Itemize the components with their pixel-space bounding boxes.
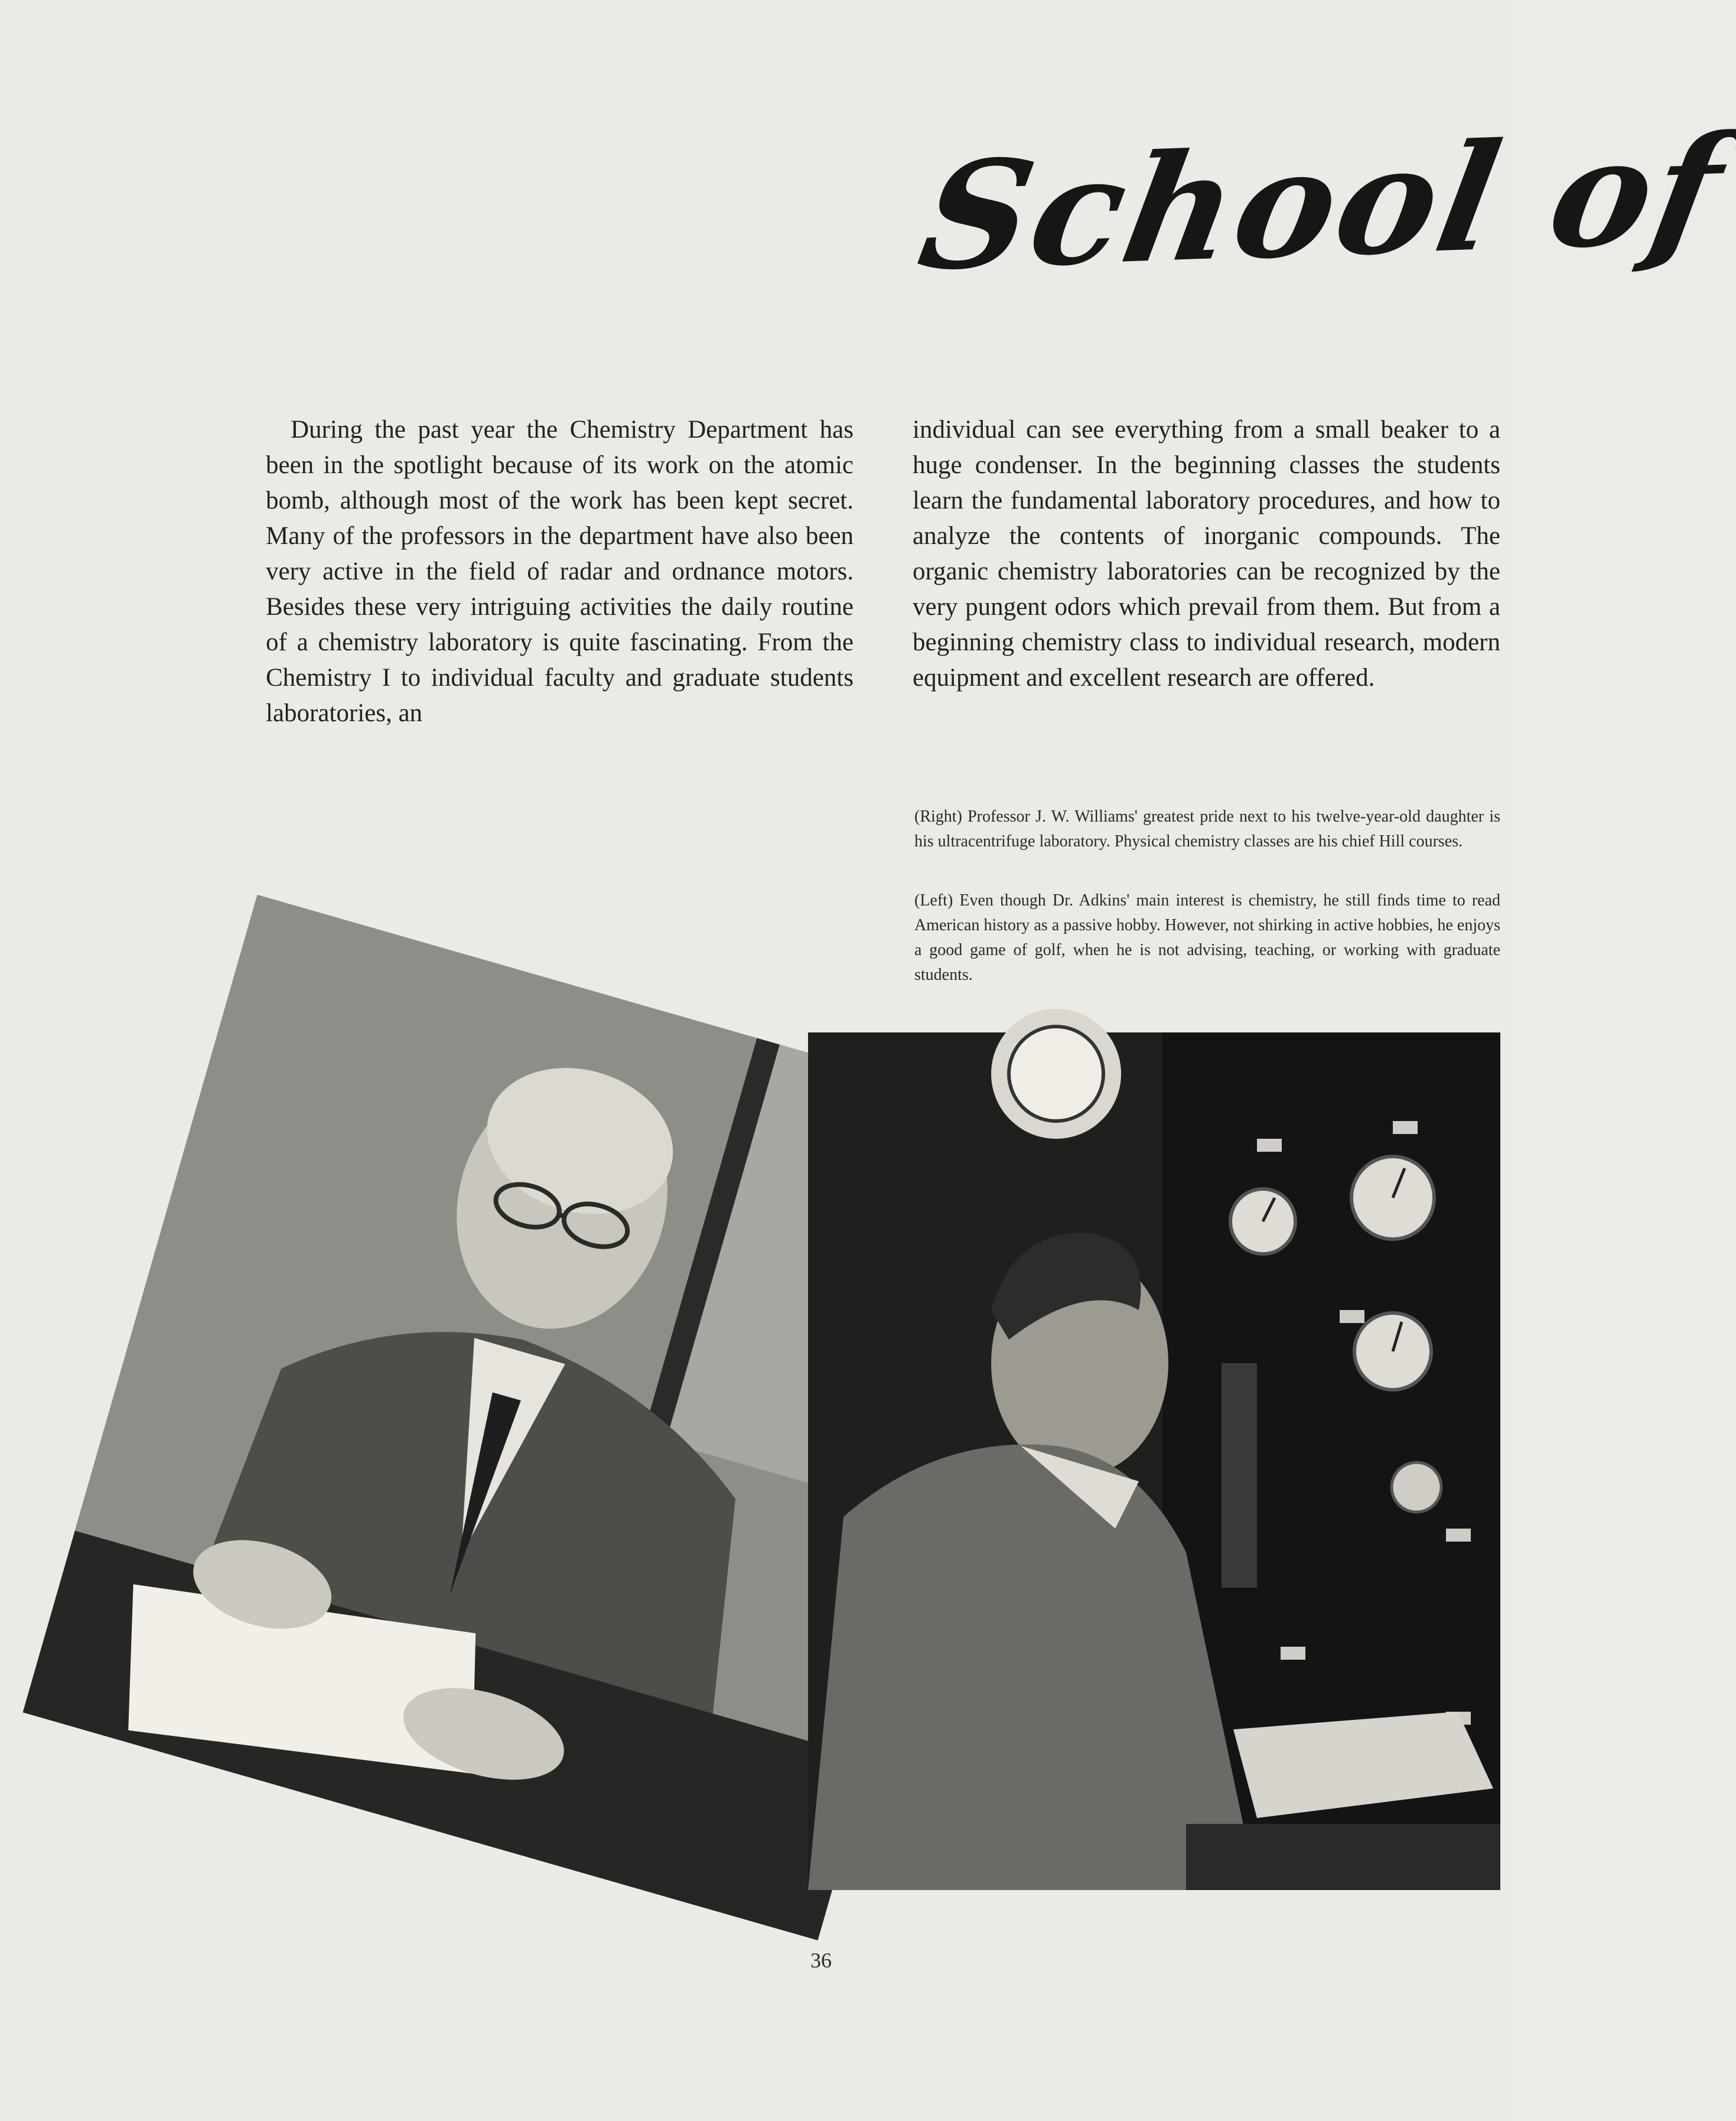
photo-professor-at-control-panel: [808, 1032, 1500, 1890]
caption-right-photo: (Right) Professor J. W. Williams' greatest pride next to his twelve-year-old daughter is his ultracentrifuge laboratory. Physical chemistry classes are his chief Hill courses.: [914, 807, 1500, 851]
body-text-left-column: During the past year the Chemistry Department has been in the spotlight because of its work on the atomic bomb, although most of the work has been kept secret. Many of the professors in the department have also been very active in the field of radar and ordnance motors. Besides these very intriguing activities the daily routine of a chemistry laboratory is quite fascinating. From the Chemistry I to individual faculty and graduate students laboratories, an: [266, 416, 854, 727]
caption-left-photo: (Left) Even though Dr. Adkins' main interest is chemistry, he still finds time to read American history as a passive hobby. However, not shirking in active hobbies, he enjoys a good game of golf, when he is not advising, teaching, or working with graduate students.: [914, 891, 1500, 984]
photo-control-panel-illustration: [808, 1032, 1500, 1890]
page-title: School of: [908, 102, 1736, 304]
body-text-right-column: individual can see everything from a small beaker to a huge condenser. In the beginning classes the students learn the fundamental laboratory procedures, and how to analyze the contents of inorganic compounds. The organic chemistry laboratories can be recognized by the very pungent odors which prevail from them. But from a beginning chemistry class to individual research, modern equipment and excellent research are offered.: [913, 416, 1500, 692]
page-number: 36: [810, 1949, 832, 1972]
